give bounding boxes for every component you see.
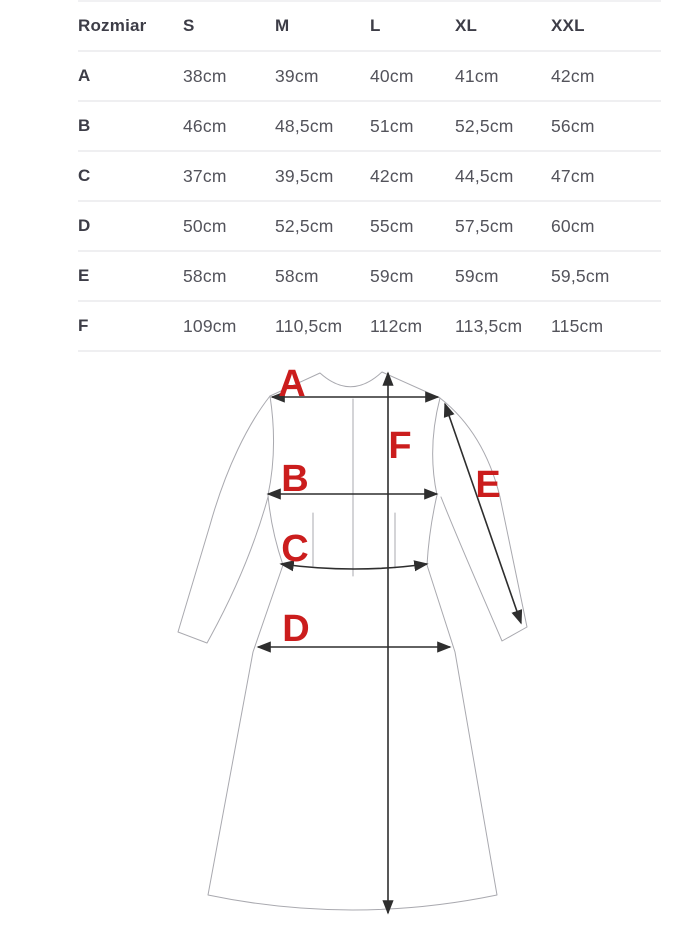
diagram-label-d: D	[282, 608, 310, 650]
measurement-cell: 44,5cm	[455, 165, 514, 186]
row-label: D	[78, 216, 91, 235]
col-header-m: M	[275, 16, 290, 35]
diagram-label-a: A	[278, 363, 306, 405]
measurement-cell: 40cm	[370, 65, 414, 86]
measurement-cell: 42cm	[370, 165, 414, 186]
measurement-cell: 56cm	[551, 115, 595, 136]
measurement-cell: 37cm	[183, 165, 227, 186]
col-header-s: S	[183, 16, 195, 35]
measurement-cell: 59,5cm	[551, 265, 610, 286]
measurement-cell: 39cm	[275, 65, 319, 86]
col-header-xl: XL	[455, 16, 478, 35]
measurement-cell: 48,5cm	[275, 115, 334, 136]
measurement-cell: 51cm	[370, 115, 414, 136]
col-header-l: L	[370, 16, 381, 35]
measurement-cell: 58cm	[275, 265, 319, 286]
arrow-e-sleeve-length	[445, 404, 521, 623]
measurement-cell: 113,5cm	[455, 315, 523, 336]
measurement-cell: 59cm	[455, 265, 499, 286]
diagram-label-f: F	[388, 425, 412, 467]
measurement-cell: 52,5cm	[455, 115, 514, 136]
measurement-cell: 110,5cm	[275, 315, 343, 336]
measurement-cell: 57,5cm	[455, 215, 514, 236]
measurement-cell: 41cm	[455, 65, 499, 86]
dress-left-sleeve	[178, 396, 270, 643]
measurement-cell: 50cm	[183, 215, 227, 236]
size-column-title: Rozmiar	[78, 16, 147, 35]
measurement-cell: 112cm	[370, 315, 423, 336]
measurement-cell: 42cm	[551, 65, 595, 86]
measurement-cell: 115cm	[551, 315, 604, 336]
measurement-cell: 39,5cm	[275, 165, 334, 186]
measurement-cell: 38cm	[183, 65, 227, 86]
measurement-cell: 58cm	[183, 265, 227, 286]
measurement-cell: 47cm	[551, 165, 595, 186]
measurement-cell: 59cm	[370, 265, 414, 286]
row-label: F	[78, 316, 89, 335]
col-header-xxl: XXL	[551, 16, 585, 35]
row-label: A	[78, 66, 91, 85]
measurement-cell: 52,5cm	[275, 215, 334, 236]
measurement-cell: 109cm	[183, 315, 237, 336]
measurement-cell: 60cm	[551, 215, 595, 236]
diagram-label-e: E	[475, 464, 501, 506]
row-label: C	[78, 166, 91, 185]
measurement-cell: 46cm	[183, 115, 227, 136]
measurement-cell: 55cm	[370, 215, 414, 236]
row-label: B	[78, 116, 91, 135]
row-label: E	[78, 266, 90, 285]
diagram-label-c: C	[281, 528, 309, 570]
diagram-label-b: B	[281, 458, 309, 500]
